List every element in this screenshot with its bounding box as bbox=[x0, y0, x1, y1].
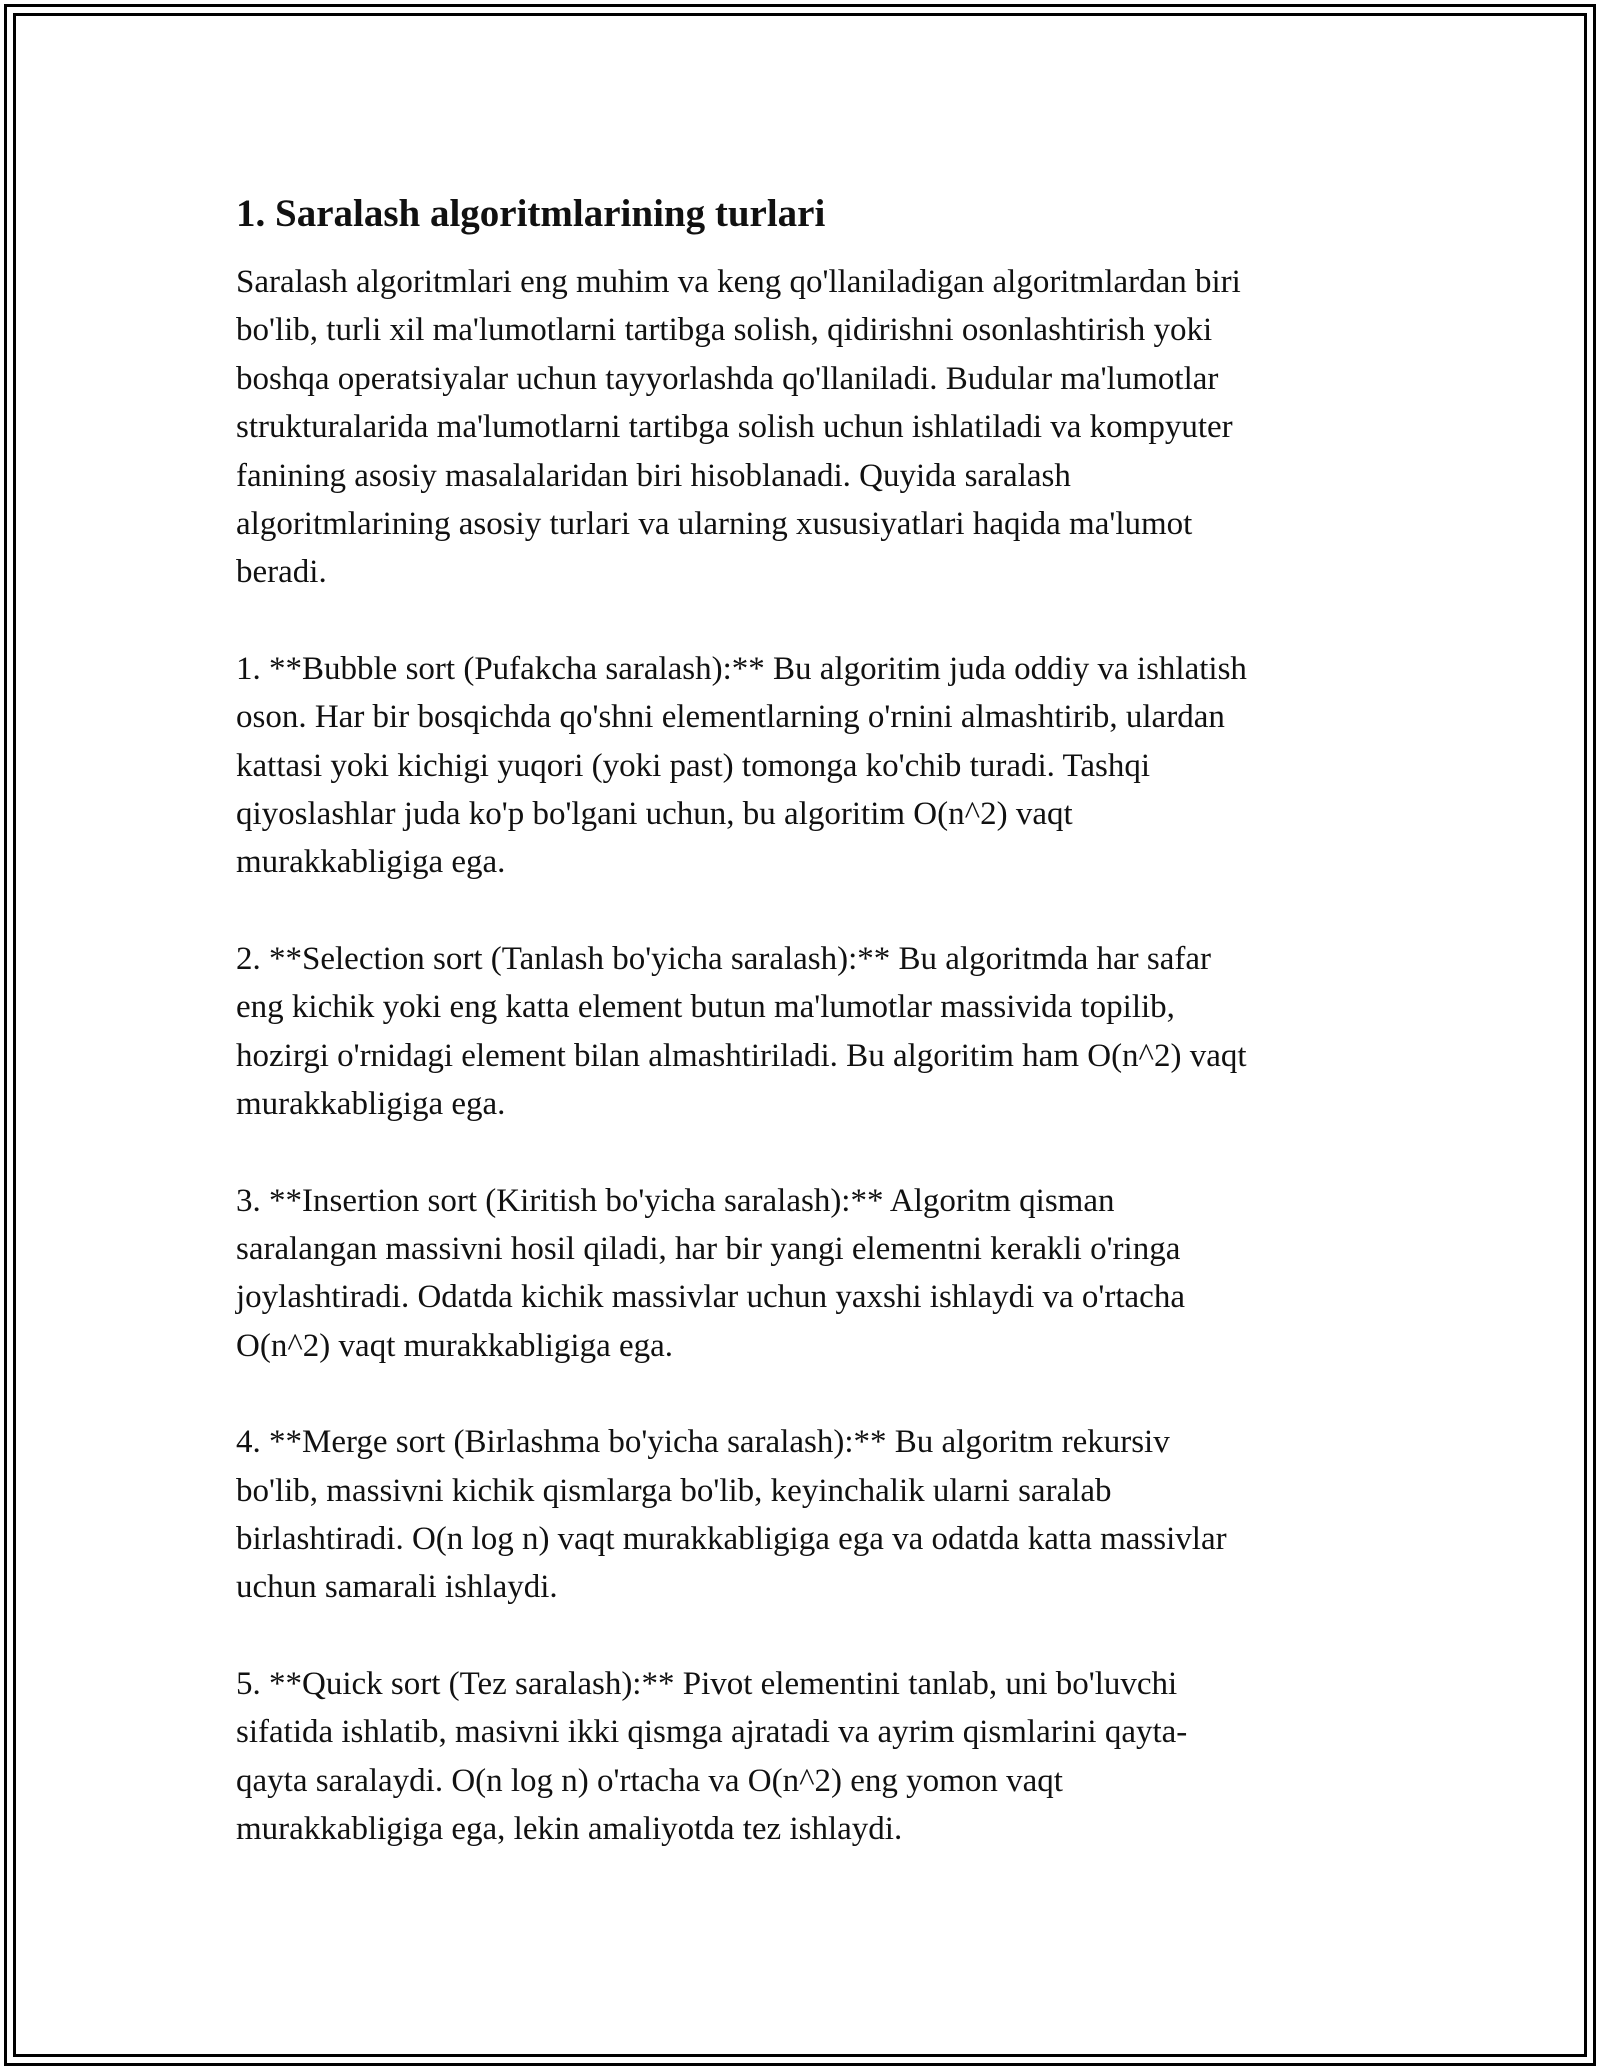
bubble-sort-paragraph: 1. **Bubble sort (Pufakcha saralash):** Bu algoritim juda oddiy va ishlatish oson. Har bir bosqichda qo'shni elementlarning o'rnini almashtirib, ulardan kattasi yoki kichigi yuqori (yoki past) tomonga ko'chib turadi. Tashqi qiyoslashlar juda ko'p bo'lgani uchun, bu algoritim O(n^2) vaqt murakkabligiga ega. bbox=[236, 650, 1247, 881]
document-body bbox=[236, 186, 1376, 1901]
selection-sort-paragraph: 2. **Selection sort (Tanlash bo'yicha saralash):** Bu algoritmda har safar eng kichik yoki eng katta element butun ma'lumotlar massivida topilib, hozirgi o'rnidagi element bilan almashtiriladi. Bu algoritim ham O(n^2) vaqt murakkabligiga ega. bbox=[236, 940, 1247, 1123]
merge-sort-paragraph: 4. **Merge sort (Birlashma bo'yicha saralash):** Bu algoritm rekursiv bo'lib, massivni kichik qismlarga bo'lib, keyinchalik ularni saralab birlashtiradi. O(n log n) vaqt murakkabligiga ega va odatda katta massivlar uchun samarali ishlaydi. bbox=[236, 1424, 1227, 1606]
intro-paragraph: Saralash algoritmlari eng muhim va keng qo'llaniladigan algoritmlardan biri bo'lib, turli xil ma'lumotlarni tartibga solish, qidirishni osonlashtirish yoki boshqa operatsiyalar uchun tayyorlashda qo'llaniladi. Budular ma'lumotlar strukturalarida ma'lumotlarni tartibga solish uchun ishlatiladi va kompyuter fanining asosiy masalalaridan biri hisoblanadi. Quyida saralash algoritmlarining asosiy turlari va ularning xususiyatlari haqida ma'lumot beradi. bbox=[236, 264, 1241, 591]
quick-sort-paragraph: 5. **Quick sort (Tez saralash):** Pivot elementini tanlab, uni bo'luvchi sifatida ishlatib, masivni ikki qismga ajratadi va ayrim qismlarini qayta- qayta saralaydi. O(n log n) o'rtacha va O(n^2) eng yomon vaqt murakkabligiga ega, lekin amaliyotda tez ishlaydi. bbox=[236, 1665, 1188, 1847]
document-title: 1. Saralash algoritmlarining turlari bbox=[236, 192, 826, 235]
insertion-sort-paragraph: 3. **Insertion sort (Kiritish bo'yicha saralash):** Algoritm qisman saralangan massivni hosil qiladi, har bir yangi elementni kerakli o'ringa joylashtiradi. Odatda kichik massivlar uchun yaxshi ishlaydi va o'rtacha O(n^2) vaqt murakkabligiga ega. bbox=[236, 1182, 1185, 1364]
